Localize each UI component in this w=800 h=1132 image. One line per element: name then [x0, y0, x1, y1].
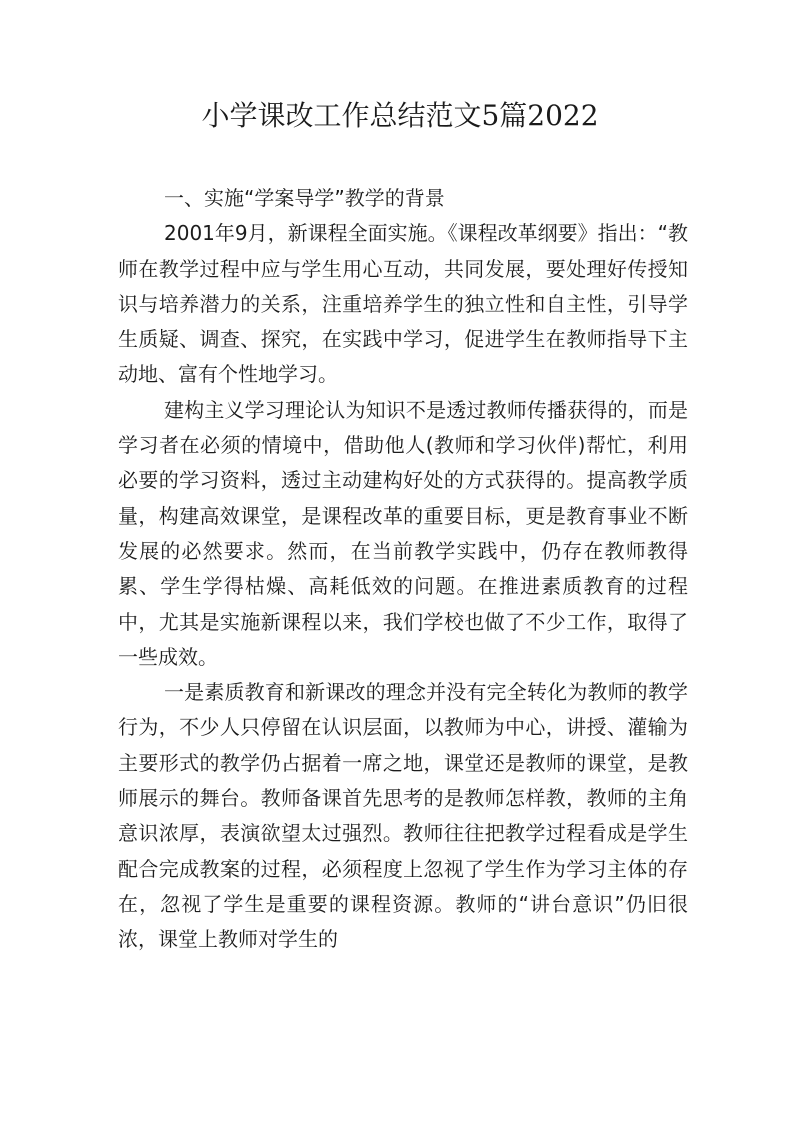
section-heading: 一、实施“学案导学”教学的背景 [164, 186, 445, 210]
paragraph: 2001年9月，新课程全面实施。《课程改革纲要》指出：“教师在教学过程中应与学生用心互动，共同发展，要处理好传授知识与培养潜力的关系，注重培养学生的独立性和自主性，引导学生质疑、调查、探究，在实践中学习，促进学生在教师指导下主动地、富有个性地学习。 [118, 221, 688, 387]
paragraph: 一是素质教育和新课改的理念并没有完全转化为教师的教学行为，不少人只停留在认识层面，以教师为中心，讲授、灌输为主要形式的教学仍占据着一席之地，课堂还是教师的课堂，是教师展示的舞台。教师备课首先思考的是教师怎样教，教师的主角意识浓厚，表演欲望太过强烈。教师往往把教学过程看成是学生配合完成教案的过程，必须程度上忽视了学生作为学习主体的存在，忽视了学生是重要的课程资源。教师的“讲台意识”仍旧很浓，课堂上教师对学生的 [118, 680, 688, 952]
document-body [118, 181, 688, 958]
document-title: 小学课改工作总结范文5篇2022 [201, 99, 599, 132]
paragraph: 建构主义学习理论认为知识不是透过教师传播获得的，而是学习者在必须的情境中，借助他人(教师和学习伙伴)帮忙，利用必要的学习资料，透过主动建构好处的方式获得的。提高教学质量，构建高效课堂，是课程改革的重要目标，更是教育事业不断发展的必然要求。然而，在当前教学实践中，仍存在教师教得累、学生学得枯燥、高耗低效的问题。在推进素质教育的过程中，尤其是实施新课程以来，我们学校也做了不少工作，取得了一些成效。 [118, 397, 688, 669]
